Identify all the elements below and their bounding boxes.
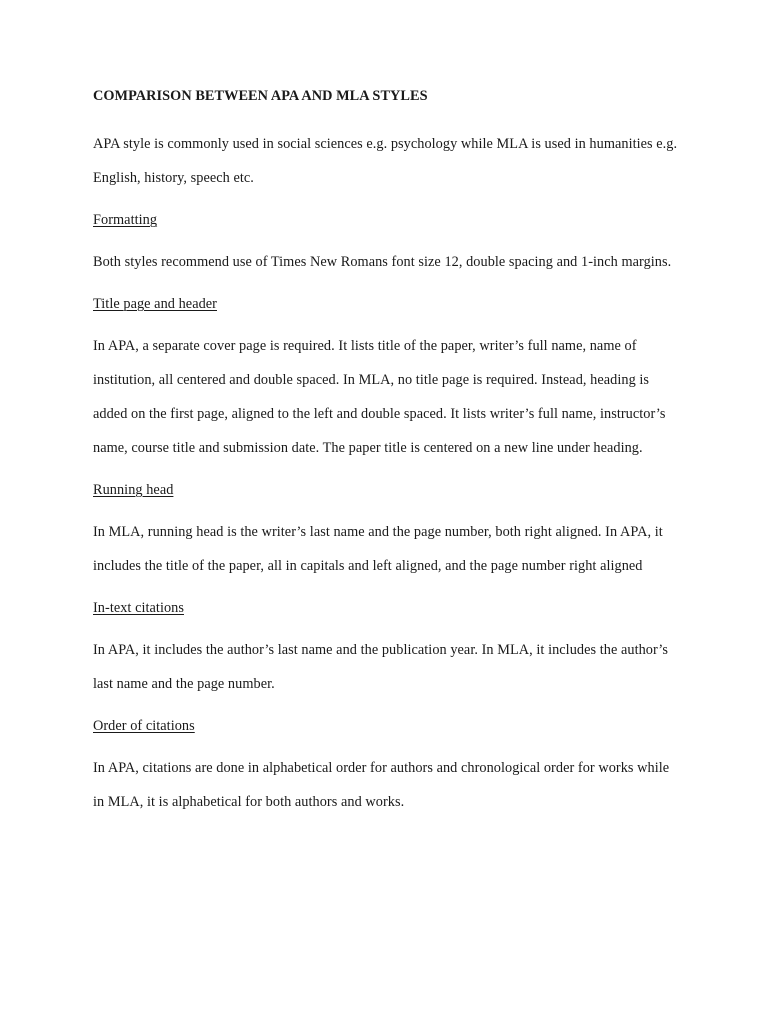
document-body <box>93 85 683 819</box>
section-heading-formatting: Formatting <box>93 212 158 228</box>
section-body-in-text-citations: In APA, it includes the author’s last name and the publication year. In MLA, it includes the author’s last name and the page number. <box>93 642 668 692</box>
section-heading-running-head: Running head <box>93 482 174 498</box>
section-body-order-of-citations: In APA, citations are done in alphabetical order for authors and chronological order for works while in MLA, it is alphabetical for both authors and works. <box>93 760 670 810</box>
section-heading-title-page: Title page and header <box>93 296 217 312</box>
section-heading-order-of-citations: Order of citations <box>93 718 195 734</box>
section-body-title-page: In APA, a separate cover page is required. It lists title of the paper, writer’s full name, name of institution, all centered and double spaced. In MLA, no title page is required. Instead, heading is added on the first page, aligned to the left and double spaced. It lists writer’s full name, instructor’s name, course title and submission date. The paper title is centered on a new line under heading. <box>93 338 666 456</box>
document-title: COMPARISON BETWEEN APA AND MLA STYLES <box>93 88 428 104</box>
intro-paragraph: APA style is commonly used in social sciences e.g. psychology while MLA is used in humanities e.g. English, history, speech etc. <box>93 136 678 186</box>
section-body-running-head: In MLA, running head is the writer’s last name and the page number, both right aligned. In APA, it includes the title of the paper, all in capitals and left aligned, and the page number right aligned <box>93 524 663 574</box>
section-body-formatting: Both styles recommend use of Times New Romans font size 12, double spacing and 1-inch margins. <box>93 254 672 270</box>
section-heading-in-text-citations: In-text citations <box>93 600 184 616</box>
